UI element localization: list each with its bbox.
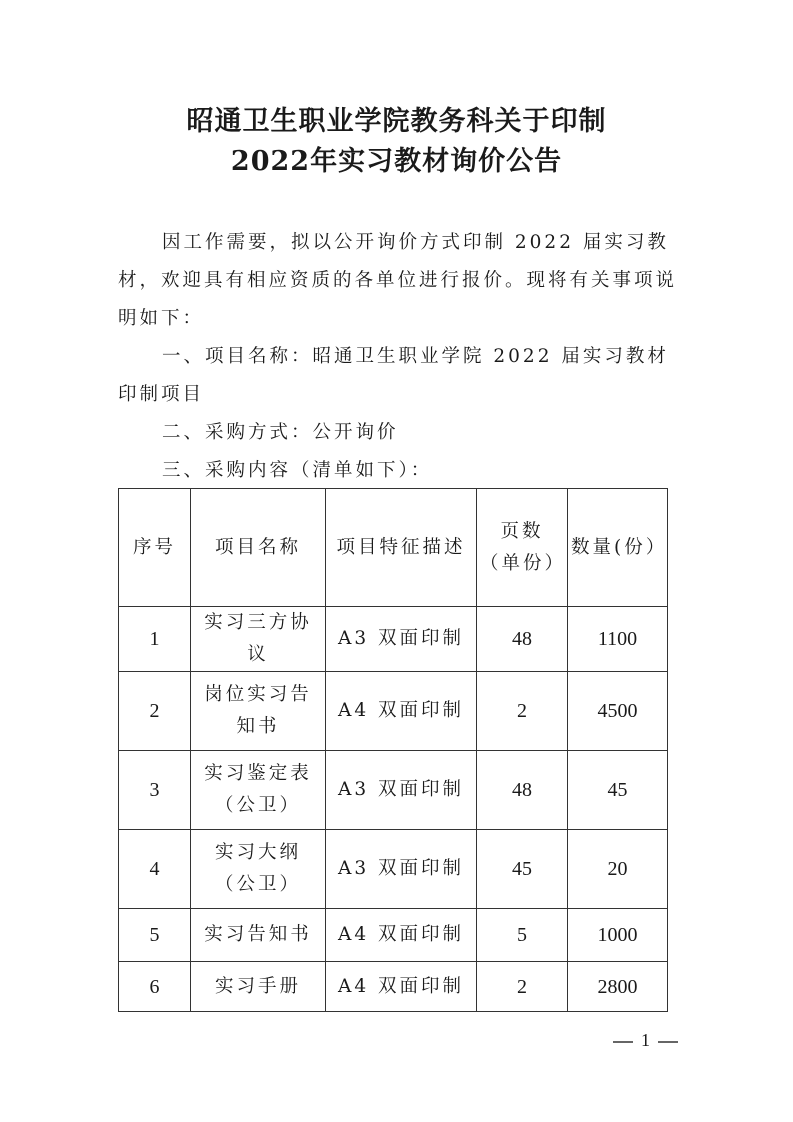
cell-qty: 20: [568, 830, 668, 909]
table-row: [119, 830, 668, 909]
header-pages: 页数（单份）: [477, 489, 568, 607]
page-number: 1: [641, 1030, 650, 1050]
cell-desc: A3 双面印制: [326, 830, 477, 909]
header-name: 项目名称: [191, 489, 326, 607]
cell-no: 5: [119, 909, 191, 962]
cell-no: 4: [119, 830, 191, 909]
page-footer: [605, 1030, 686, 1051]
table-row: [119, 909, 668, 962]
cell-name: 实习大纲（公卫）: [191, 830, 326, 909]
cell-name: 实习鉴定表（公卫）: [191, 751, 326, 830]
table-row: [119, 607, 668, 672]
cell-name: 岗位实习告知书: [191, 672, 326, 751]
cell-desc: A3 双面印制: [326, 607, 477, 672]
cell-pages: 2: [477, 962, 568, 1012]
footer-dash-right: [658, 1041, 678, 1043]
table-row: [119, 962, 668, 1012]
cell-qty: 2800: [568, 962, 668, 1012]
cell-pages: 2: [477, 672, 568, 751]
document-title-line1: 昭通卫生职业学院教务科关于印制: [186, 106, 607, 137]
cell-qty: 1000: [568, 909, 668, 962]
cell-desc: A4 双面印制: [326, 672, 477, 751]
cell-no: 2: [119, 672, 191, 751]
cell-name: 实习告知书: [191, 909, 326, 962]
section-procurement-method: 二、采购方式：公开询价: [162, 422, 399, 443]
cell-no: 1: [119, 607, 191, 672]
intro-paragraph: 因工作需要，拟以公开询价方式印制 2022 届实习教材，欢迎具有相应资质的各单位进行报价。现将有关事项说明如下：: [118, 232, 678, 329]
cell-desc: A4 双面印制: [326, 909, 477, 962]
section-project-name: 一、项目名称：昭通卫生职业学院 2022 届实习教材印制项目: [118, 346, 669, 405]
table-row: [119, 751, 668, 830]
header-desc: 项目特征描述: [326, 489, 477, 607]
cell-name: 实习三方协议: [191, 607, 326, 672]
cell-qty: 1100: [568, 607, 668, 672]
document-title-line2: 2022年实习教材询价公告: [230, 146, 563, 177]
cell-pages: 45: [477, 830, 568, 909]
header-qty: 数量(份）: [568, 489, 668, 607]
procurement-table: [118, 488, 668, 1012]
cell-name: 实习手册: [191, 962, 326, 1012]
cell-qty: 4500: [568, 672, 668, 751]
cell-pages: 48: [477, 751, 568, 830]
cell-qty: 45: [568, 751, 668, 830]
section-procurement-content: 三、采购内容（清单如下）：: [162, 460, 433, 481]
cell-pages: 5: [477, 909, 568, 962]
table-row: [119, 672, 668, 751]
table-header-row: [119, 489, 668, 607]
cell-pages: 48: [477, 607, 568, 672]
cell-no: 3: [119, 751, 191, 830]
footer-dash-left: [613, 1041, 633, 1043]
cell-no: 6: [119, 962, 191, 1012]
cell-desc: A3 双面印制: [326, 751, 477, 830]
header-no: 序号: [119, 489, 191, 607]
cell-desc: A4 双面印制: [326, 962, 477, 1012]
